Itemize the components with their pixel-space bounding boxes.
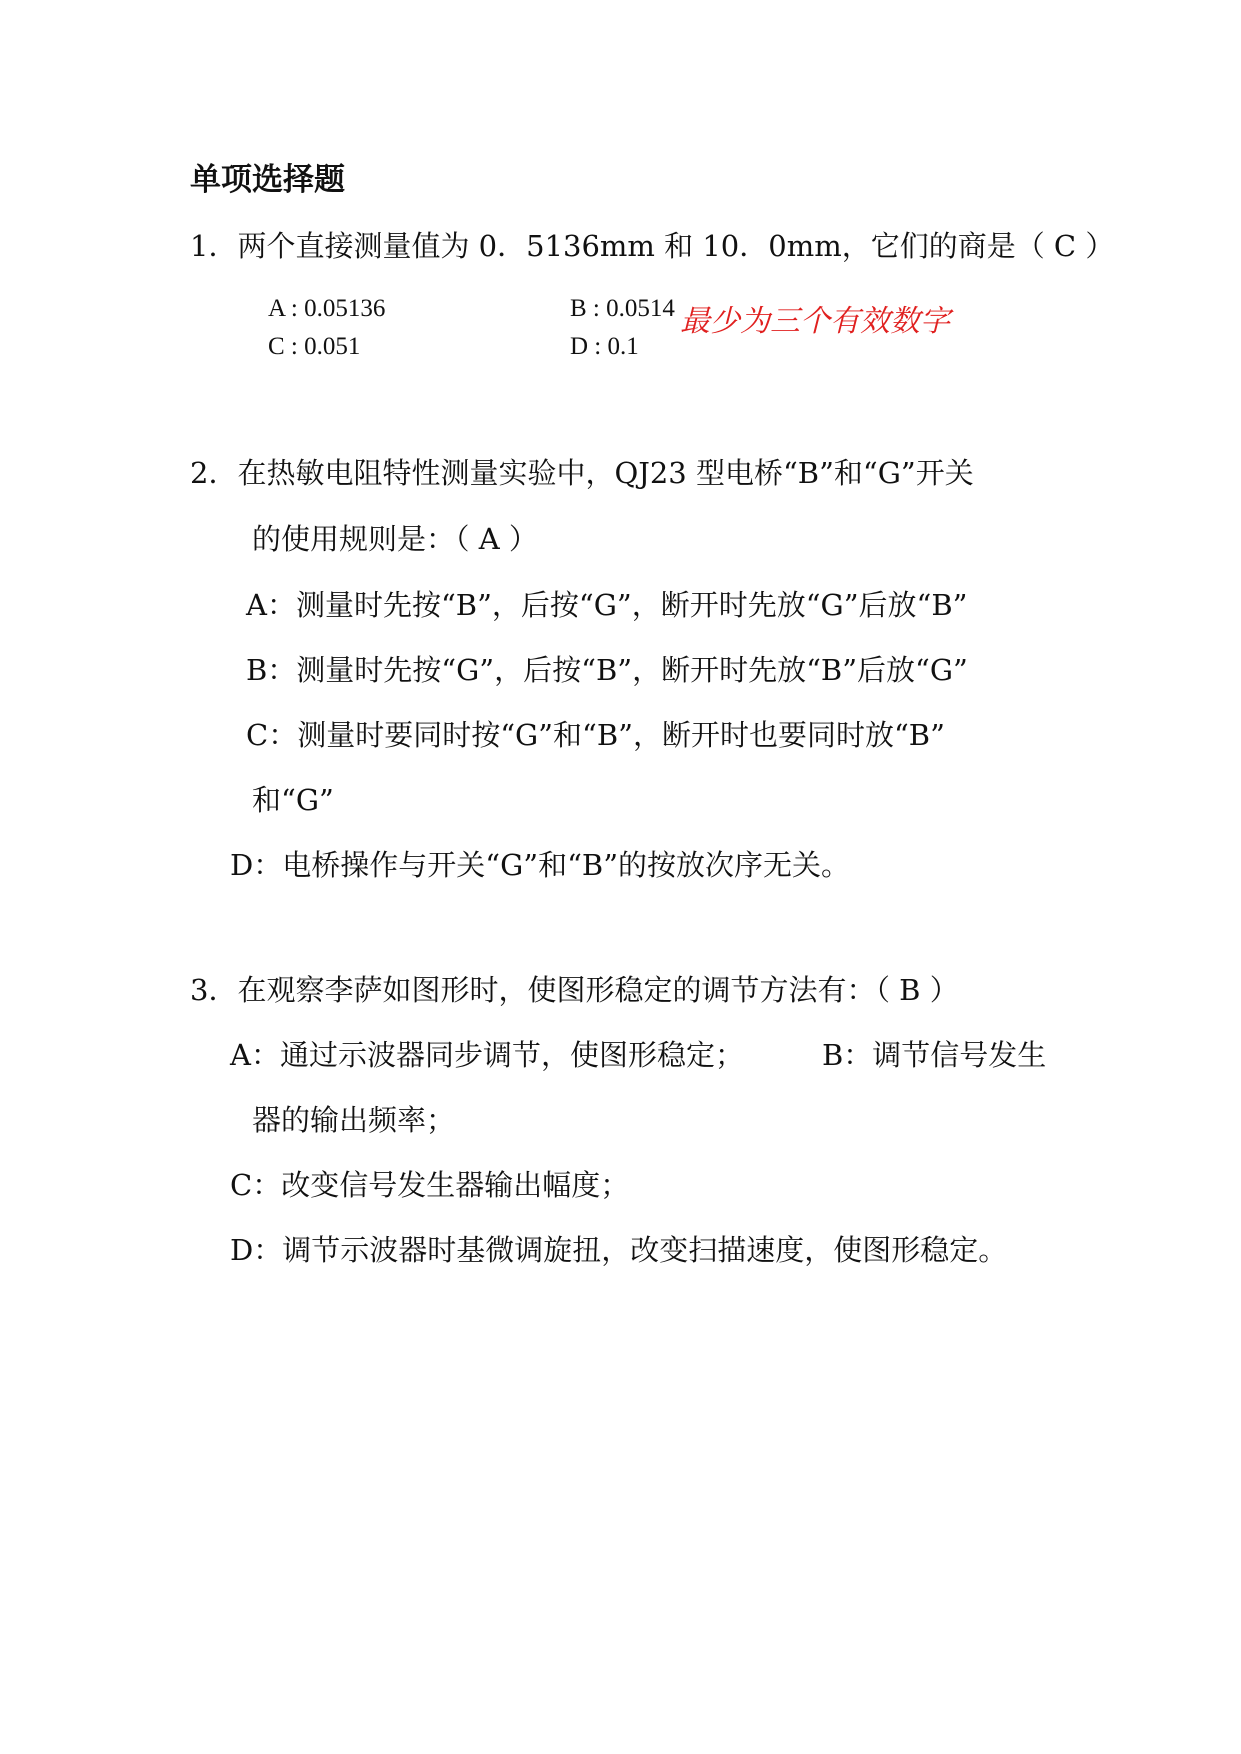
q1-option-a: A : 0.05136 [268,295,386,322]
q1-stem: 1．两个直接测量值为 0．5136mm 和 10．0mm，它们的商是（ C ） [190,229,1115,263]
q3-option-b-line2: 器的输出频率； [252,1103,456,1137]
q1-option-b: B : 0.0514 [570,295,675,322]
q3-option-a: A：通过示波器同步调节，使图形稳定； [230,1038,744,1072]
q2-option-c-line1: C：测量时要同时按“G”和“B”，断开时也要同时放“B” [246,718,945,752]
q1-option-c: C : 0.051 [268,333,361,360]
section-title: 单项选择题 [190,162,345,198]
q3-option-d: D：调节示波器时基微调旋扭，改变扫描速度，使图形稳定。 [230,1233,1008,1267]
q1-option-d: D : 0.1 [570,333,639,360]
q1-handwritten-note: 最少为三个有效数字 [680,304,950,339]
q3-option-b-line1: B：调节信号发生 [822,1038,1047,1072]
q2-option-b: B：测量时先按“G”，后按“B”，断开时先放“B”后放“G” [246,653,968,687]
q2-option-c-line2: 和“G” [252,783,334,817]
q3-option-c: C：改变信号发生器输出幅度； [230,1168,630,1202]
q2-option-a: A：测量时先按“B”，后按“G”，断开时先放“G”后放“B” [246,588,968,622]
q2-stem-line2: 的使用规则是：（ A ） [252,522,538,556]
q2-option-d: D：电桥操作与开关“G”和“B”的按放次序无关。 [230,848,851,882]
q2-stem-line1: 2．在热敏电阻特性测量实验中，QJ23 型电桥“B”和“G”开关 [190,456,974,490]
q3-stem: 3．在观察李萨如图形时，使图形稳定的调节方法有：（ B ） [190,973,959,1007]
